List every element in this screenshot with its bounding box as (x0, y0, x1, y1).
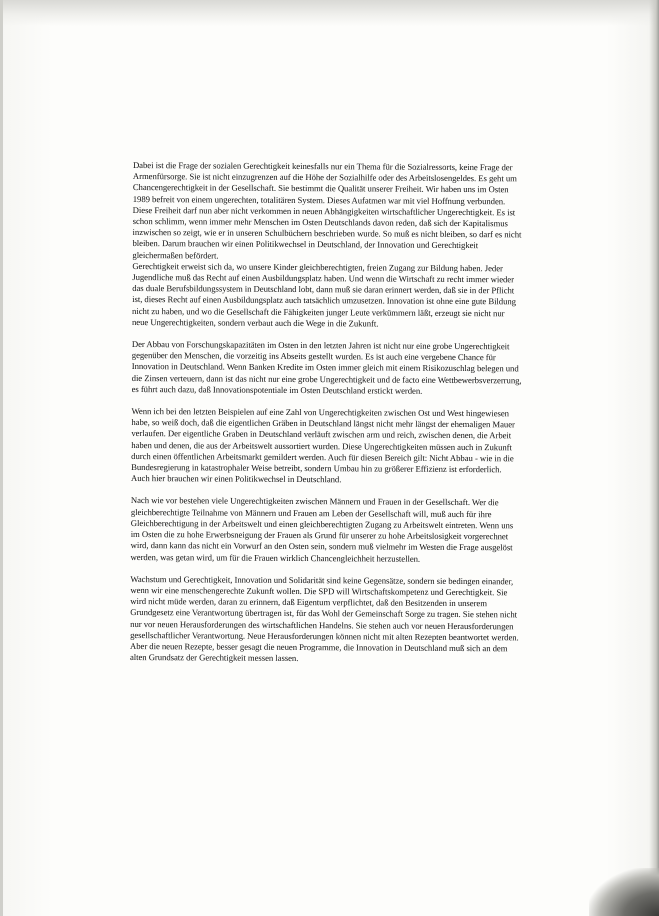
paragraph-forschung: Der Abbau von Forschungskapazitäten im Osten in den letzten Jahren ist nicht nur eine grobe Ungerechtigkeit gegenüber den Menschen, die vorzeitig ins Abseits gestellt wurden. Es ist auch eine vergebene Chance für Innovation in Deutschland. Wenn Banken Kredite im Osten immer gleich mit einem Risikozuschlag belegen und die Zinsen verteuern, dann ist das nicht nur eine grobe Ungerechtigkeit und de facto eine Wettbewerbsverzerrung, es führt auch dazu, daß Innovationspotentiale im Osten Deutschland erstickt werden. (131, 339, 522, 396)
paragraph-wachstum: Wachstum und Gerechtigkeit, Innovation und Solidarität sind keine Gegensätze, sondern sie bedingen einander, wenn wir eine menschengerechte Zukunft wollen. Die SPD will Wirtschaftskompetenz und Gerechtigkeit. Sie wird nicht müde werden, daran zu erinnern, daß Eigentum verpflichtet, daß den Besitzenden in unserem Grundgesetz eine Verantwortung übertragen ist, für das Wohl der Gemeinschaft Sorge zu tragen. Sie stehen nicht nur vor neuen Herausforderungen des wirtschaftlichen Handelns. Sie stehen auch vor neuen Herausforderungen gesellschaftlicher Verantwortung. Neue Herausforderungen können nicht mit alten Rezepten beantwortet werden. Aber die neuen Rezepte, besser gesagt die neuen Programme, die Innovation in Deutschland muß sich an dem alten Grundsatz der Gerechtigkeit messen lassen. (129, 573, 519, 664)
paragraph-ost-west: Wenn ich bei den letzten Beispielen auf eine Zahl von Ungerechtigkeiten zwischen Ost und West hingewiesen habe, so weiß doch, daß die eigentlichen Gräben in Deutschland längst nicht mehr längst der ehemaligen Mauer verlaufen. Der eigentliche Graben in Deutschland verläuft zwischen arm und reich, zwischen denen, die Arbeit haben und denen, die aus der Arbeitswelt aussortiert wurden. Diese Ungerechtigkeiten müssen auch in Zukunft durch einen öffentlichen Arbeitsmarkt gemildert werden. Auch für diesen Bereich gilt: Nicht Abbau - wie in die Bundesregierung in katastrophaler Weise betreibt, sondern Umbau hin zu größerer Effizienz ist erforderlich. Auch hier brauchen wir einen Politikwechsel in Deutschland. (131, 406, 515, 485)
scan-corner-shadow (589, 868, 659, 916)
document-body (130, 160, 523, 677)
scan-right-edge (649, 0, 659, 916)
scan-top-shadow (0, 0, 659, 26)
paragraph-chancengerechtigkeit: Dabei ist die Frage der sozialen Gerechtigkeit keinesfalls nur ein Thema für die Sozialressorts, keine Frage der Armenfürsorge. Sie ist nicht einzugrenzen auf die Höhe der Sozialhilfe oder des Arbeitslosengeldes. Es geht um Chancengerechtigkeit in der Gesellschaft. Sie bestimmt die Qualität unserer Freiheit. Wir haben uns im Osten 1989 befreit von einem ungerechten, totalitären System. Dieses Aufatmen war mit viel Hoffnung verbunden. Diese Freiheit darf nun aber nicht verkommen in neuen Abhängigkeiten wirtschaftlicher Ungerechtigkeit. Es ist schon schlimm, wenn immer mehr Menschen im Osten Deutschlands davon reden, daß sich der Kapitalismus inzwischen so zeigt, wie er in unseren Schulbüchern beschrieben wurde. So muß es nicht bleiben, so darf es nicht bleiben. Darum brauchen wir einen Politikwechsel in Deutschland, der Innovation und Gerechtigkeit gleichermaßen befördert. (132, 160, 522, 261)
scan-left-edge (0, 0, 3, 916)
paragraph-maenner-frauen: Nach wie vor bestehen viele Ungerechtigkeiten zwischen Männern und Frauen in der Gesellschaft. Wer die gleichberechtigte Teilnahme von Männern und Frauen am Leben der Gesellschaft will, muß auch für ihre Gleichberechtigung in der Arbeitswelt und einen gleichberechtigten Zugang zu Arbeitswelt eintreten. Wenn uns im Osten die zu hohe Erwerbsneigung der Frauen als Grund für unserer zu hohe Arbeitslosigkeit vorgerechnet wird, dann kann das nicht ein Vorwurf an den Osten sein, sondern muß vielmehr im Westen die Frage ausgelöst werden, was getan wird, um für die Frauen wirklich Chancengleichheit herzustellen. (130, 495, 514, 564)
paragraph-bildung: Gerechtigkeit erweist sich da, wo unsere Kinder gleichberechtigten, freien Zugang zur Bildung haben. Jeder Jugendliche muß das Recht auf einen Ausbildungsplatz haben. Und wenn die Wirtschaft zu recht immer wieder das duale Berufsbildungssystem in Deutschland lobt, dann muß sie daran erinnert werden, daß sie in der Pflicht ist, dieses Recht auf einen Ausbildungsplatz auch tatsächlich umzusetzen. Innovation ist ohne eine gute Bildung nicht zu haben, und wo die Gesellschaft die Fähigkeiten junger Leute verkümmern läßt, erzeugt sie nicht nur neue Ungerechtigkeiten, sondern verbaut auch die Wege in die Zukunft. (131, 260, 517, 329)
